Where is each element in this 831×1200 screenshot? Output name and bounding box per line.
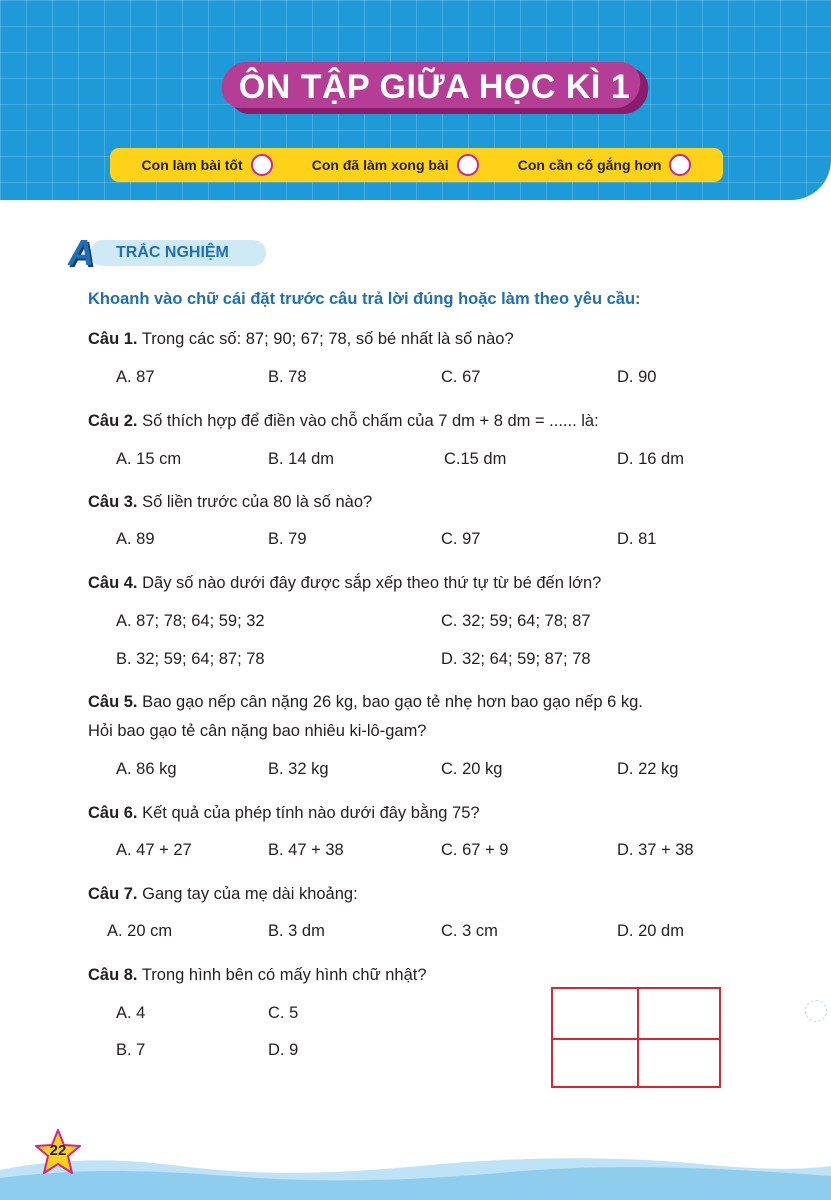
option-c[interactable]: C. 3 cm bbox=[441, 922, 498, 940]
question-number: Câu 1. bbox=[88, 330, 138, 348]
title-badge bbox=[222, 62, 647, 112]
option-b[interactable]: B. 32 kg bbox=[268, 760, 329, 778]
section-letter: A bbox=[68, 232, 94, 273]
option-c[interactable]: C. 20 kg bbox=[441, 760, 503, 778]
option-c[interactable]: C. 67 bbox=[441, 368, 481, 386]
figure-horizontal-line bbox=[553, 1038, 719, 1040]
eval-checkbox[interactable] bbox=[457, 154, 479, 176]
option-c[interactable]: C. 97 bbox=[441, 530, 481, 548]
option-c[interactable]: C. 32; 59; 64; 78; 87 bbox=[441, 612, 591, 630]
eval-checkbox[interactable] bbox=[669, 154, 691, 176]
option-d[interactable]: D. 90 bbox=[617, 368, 657, 386]
section-heading bbox=[68, 232, 268, 273]
instruction-text: Khoanh vào chữ cái đặt trước câu trả lời đúng hoặc làm theo yêu cầu: bbox=[88, 290, 641, 308]
question-8 bbox=[88, 966, 427, 985]
question-text: Trong hình bên có mấy hình chữ nhật? bbox=[137, 966, 427, 984]
eval-label: Con cần cố gắng hơn bbox=[517, 157, 662, 173]
option-a[interactable]: A. 89 bbox=[116, 530, 155, 548]
question-5 bbox=[88, 693, 643, 712]
option-d[interactable]: D. 9 bbox=[268, 1041, 299, 1059]
question-number: Câu 7. bbox=[88, 885, 138, 903]
section-title: TRẮC NGHIỆM bbox=[116, 244, 229, 261]
option-b[interactable]: B. 7 bbox=[116, 1041, 146, 1059]
option-b[interactable]: B. 47 + 38 bbox=[268, 841, 344, 859]
question-number: Câu 5. bbox=[88, 693, 138, 711]
question-text: Số thích hợp để điền vào chỗ chấm của 7 dm + 8 dm = ...... là: bbox=[137, 412, 599, 430]
option-c[interactable]: C. 5 bbox=[268, 1004, 299, 1022]
page-number: 22 bbox=[49, 1142, 67, 1159]
option-a[interactable]: A. 86 kg bbox=[116, 760, 177, 778]
question-2 bbox=[88, 412, 599, 431]
option-b[interactable]: B. 3 dm bbox=[268, 922, 325, 940]
option-b[interactable]: B. 79 bbox=[268, 530, 307, 548]
question-text: Dãy số nào dưới đây được sắp xếp theo thứ tự từ bé đến lớn? bbox=[137, 574, 602, 592]
option-c[interactable]: C.15 dm bbox=[444, 450, 507, 468]
question-7 bbox=[88, 885, 358, 904]
eval-item-good bbox=[142, 154, 273, 176]
eval-label: Con đã làm xong bài bbox=[311, 157, 449, 173]
option-d[interactable]: D. 32; 64; 59; 87; 78 bbox=[441, 650, 591, 668]
option-a[interactable]: A. 15 cm bbox=[116, 450, 182, 468]
option-a[interactable]: A. 87; 78; 64; 59; 32 bbox=[116, 612, 265, 630]
eval-item-try bbox=[518, 154, 692, 176]
question-4 bbox=[88, 574, 601, 593]
question-text: Trong các số: 87; 90; 67; 78, số bé nhất là số nào? bbox=[137, 330, 514, 348]
question-1 bbox=[88, 330, 514, 349]
option-d[interactable]: D. 22 kg bbox=[617, 760, 679, 778]
option-d[interactable]: D. 20 dm bbox=[617, 922, 684, 940]
eval-label: Con làm bài tốt bbox=[141, 157, 243, 173]
question-5-line-2: Hỏi bao gạo tẻ cân nặng bao nhiêu ki-lô-gam? bbox=[88, 722, 427, 740]
header-banner bbox=[0, 0, 831, 200]
rectangle-figure bbox=[551, 987, 721, 1088]
option-c[interactable]: C. 67 + 9 bbox=[441, 841, 509, 859]
decorative-mark bbox=[805, 1000, 827, 1022]
option-b[interactable]: B. 32; 59; 64; 87; 78 bbox=[116, 650, 265, 668]
question-3 bbox=[88, 493, 372, 512]
option-a[interactable]: A. 47 + 27 bbox=[116, 841, 192, 859]
footer-wave bbox=[0, 1140, 831, 1200]
question-number: Câu 4. bbox=[88, 574, 138, 592]
page-title: ÔN TẬP GIỮA HỌC KÌ 1 bbox=[238, 67, 631, 106]
eval-checkbox[interactable] bbox=[251, 154, 273, 176]
question-text: Bao gạo nếp cân nặng 26 kg, bao gạo tẻ nhẹ hơn bao gạo nếp 6 kg. bbox=[137, 693, 643, 711]
question-6 bbox=[88, 804, 480, 823]
question-text: Kết quả của phép tính nào dưới đây bằng 75? bbox=[137, 804, 480, 822]
question-number: Câu 3. bbox=[88, 493, 138, 511]
option-a[interactable]: A. 4 bbox=[116, 1004, 146, 1022]
self-evaluation-bar bbox=[110, 148, 723, 182]
option-a[interactable]: A. 87 bbox=[116, 368, 155, 386]
option-d[interactable]: D. 16 dm bbox=[617, 450, 684, 468]
option-b[interactable]: B. 14 dm bbox=[268, 450, 335, 468]
option-d[interactable]: D. 37 + 38 bbox=[617, 841, 694, 859]
question-number: Câu 6. bbox=[88, 804, 138, 822]
question-text: Gang tay của mẹ dài khoảng: bbox=[137, 885, 358, 903]
question-number: Câu 2. bbox=[88, 412, 138, 430]
question-number: Câu 8. bbox=[88, 966, 138, 984]
question-text: Số liền trước của 80 là số nào? bbox=[137, 493, 373, 511]
option-b[interactable]: B. 78 bbox=[268, 368, 307, 386]
option-d[interactable]: D. 81 bbox=[617, 530, 657, 548]
option-a[interactable]: A. 20 cm bbox=[107, 922, 173, 940]
eval-item-done bbox=[312, 154, 479, 176]
